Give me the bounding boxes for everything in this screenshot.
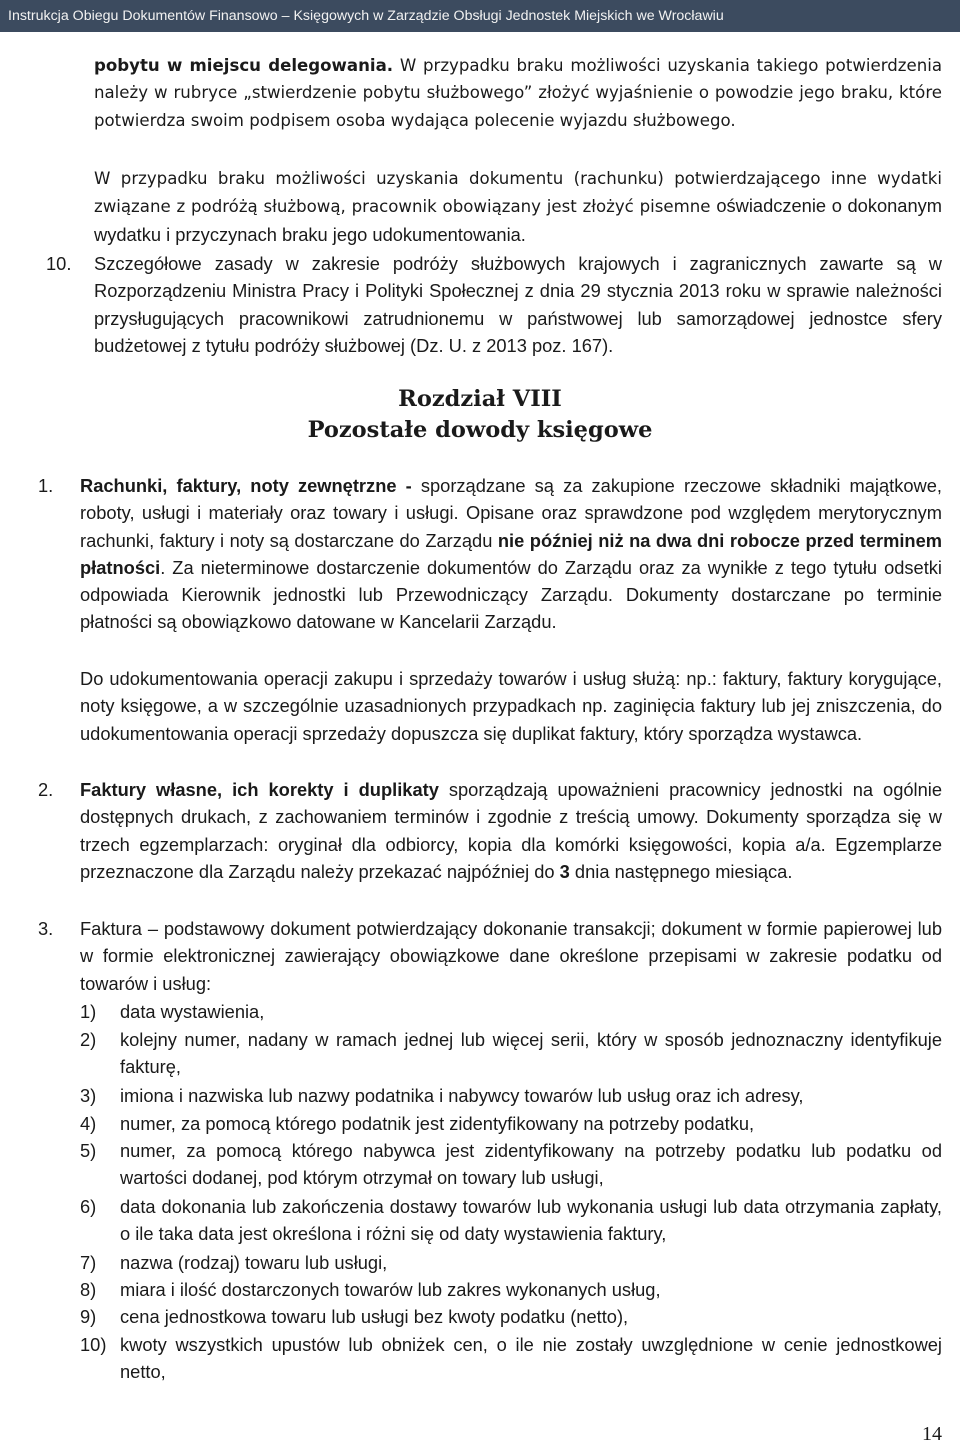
list-item-text: kwoty wszystkich upustów lub obniżek cen, o ile nie zostały uwzględnione w cenie jednostkowej netto, — [120, 1334, 942, 1383]
intro-paragraph-2 — [94, 164, 942, 248]
list-item-text: data wystawienia, — [120, 1001, 265, 1022]
list-item-number: 6) — [80, 1196, 97, 1217]
list-item-number: 2) — [80, 1029, 97, 1050]
section-1-text-1: sporządzane są za zakupione rzeczowe składniki majątkowe, roboty, usługi i materiały oraz towary i usługi. Opisane oraz sprawdzone pod względem merytorycznym rachunki, faktury i noty są dostarczane do Zarządu — [80, 475, 942, 551]
chapter-title: Pozostałe dowody księgowe — [307, 417, 653, 443]
list-item-text: imiona i nazwiska lub nazwy podatnika i nabywcy towarów lub usług oraz ich adresy, — [120, 1085, 804, 1106]
section-1-bold-1: Rachunki, faktury, noty zewnętrzne - — [80, 475, 412, 496]
list-item-text: numer, za pomocą którego podatnik jest zidentyfikowany na potrzeby podatku, — [120, 1113, 755, 1134]
list-item-number: 1) — [80, 1001, 97, 1022]
section-1-bold-2: nie później niż na dwa dni robocze przed terminem płatności — [80, 529, 942, 578]
list-item-number: 8) — [80, 1279, 97, 1300]
section-1-text-2: . Za nieterminowe dostarczenie dokumentów do Zarządu oraz za wynikłe z tego tytułu odsetki odpowiada Kierownik jednostki lub Przewodniczący Zarządu. Dokumenty dostarczane po terminie płatności są obowiązkowo datowane w Kancelarii Zarządu. — [80, 556, 942, 633]
list-item-text: cena jednostkowa towaru lub usługi bez kwoty podatku (netto), — [120, 1306, 629, 1327]
page-number: 14 — [922, 1423, 942, 1445]
list-item-text: kolejny numer, nadany w ramach jednej lub więcej serii, który w sposób jednoznaczny identyfikuje fakturę, — [120, 1029, 942, 1078]
intro-paragraph-1 — [94, 52, 942, 134]
list-item-number: 5) — [80, 1140, 97, 1161]
list-item-number: 10) — [80, 1334, 107, 1355]
intro-p2-a: W przypadku braku możliwości uzyskania dokumentu (rachunku) potwierdzającego inne wydatki związane z podróżą służbową, pracownik obowiązany jest złożyć pisemne — [94, 169, 942, 217]
intro-bold: pobytu w miejscu delegowania. — [94, 56, 394, 75]
list-item-text: miara i ilość dostarczonych towarów lub zakres wykonanych usług, — [120, 1279, 661, 1300]
intro-text: W przypadku braku możliwości uzyskania takiego potwierdzenia należy w rubryce „stwierdzenie pobytu służbowego” złożyć wyjaśnienie o powodzie jego braku, które potwierdza swoim podpisem osoba wydająca polecenie wyjazdu służbowego. — [94, 56, 942, 130]
item-10-text: Szczegółowe zasady w zakresie podróży służbowych krajowych i zagranicznych zawarte są w Rozporządzeniu Ministra Pracy i Polityki Społecznej z dnia 29 stycznia 2013 roku w sprawie należności przysługujących pracownikowi zatrudnionemu w państwowej lub samorządowej jednostce sfery budżetowej z tytułu podróży służbowej (Dz. U. z 2013 poz. 167). — [94, 253, 942, 356]
section-1-paragraph-2: Do udokumentowania operacji zakupu i sprzedaży towarów i usług służą: np.: faktury, faktury korygujące, noty księgowe, a w szczególnie uzasadnionych przypadkach np. zaginięcia faktury lub jej zniszczenia, do udokumentowania operacji sprzedaży dopuszcza się duplikat faktury, który sporządza wystawca. — [80, 668, 942, 744]
section-2-bold-1: Faktury własne, ich korekty i duplikaty — [80, 779, 439, 800]
list-item-number: 7) — [80, 1252, 97, 1273]
list-item-text: nazwa (rodzaj) towaru lub usługi, — [120, 1252, 388, 1273]
section-3-number: 3. — [38, 918, 54, 939]
section-3-paragraph: Faktura – podstawowy dokument potwierdzający dokonanie transakcji; dokument w formie papierowej lub w formie elektronicznej zawierający obowiązkowe dane określone przepisami w zakresie podatku od towarów i usług: — [80, 918, 942, 994]
section-1-number: 1. — [38, 475, 54, 496]
list-item-number: 4) — [80, 1113, 97, 1134]
section-1-paragraph — [80, 472, 942, 636]
list-item-number: 9) — [80, 1306, 97, 1327]
list-item-number: 3) — [80, 1085, 97, 1106]
section-2-text-2: dnia następnego miesiąca. — [569, 860, 793, 882]
chapter-number: Rozdział VIII — [398, 386, 562, 412]
section-2-text-1: sporządzają upoważnieni pracownicy jednostki na ogólnie dostępnych drukach, z zachowaniem terminów i zgodnie z treścią umowy. Dokumenty sporządza się w trzech egzemplarzach: oryginał dla odbiorcy, kopia dla komórki księgowości, kopia a/a. Egzemplarze przeznaczone dla Zarządu należy przekazać najpóźniej do — [80, 779, 942, 882]
section-2-bold-2: 3 — [559, 860, 570, 882]
list-item-text: data dokonania lub zakończenia dostawy towarów lub wykonania usługi lub data otrzymania zapłaty, o ile taka data jest określona i różni się od daty wystawienia faktury, — [120, 1196, 942, 1245]
intro-p2-b: oświadczenie o dokonanym wydatku i przyczynach braku jego udokumentowania. — [94, 195, 942, 245]
list-item-text: numer, za pomocą którego nabywca jest zidentyfikowany na potrzeby podatku lub podatku od wartości dodanej, pod którym otrzymał on towary lub usługi, — [120, 1140, 942, 1189]
item-10-number: 10. — [46, 253, 72, 274]
section-2-paragraph — [80, 776, 942, 885]
document-header: Instrukcja Obiegu Dokumentów Finansowo – Księgowych w Zarządzie Obsługi Jednostek Miejskich we Wrocławiu — [0, 0, 960, 32]
section-2-number: 2. — [38, 779, 54, 800]
